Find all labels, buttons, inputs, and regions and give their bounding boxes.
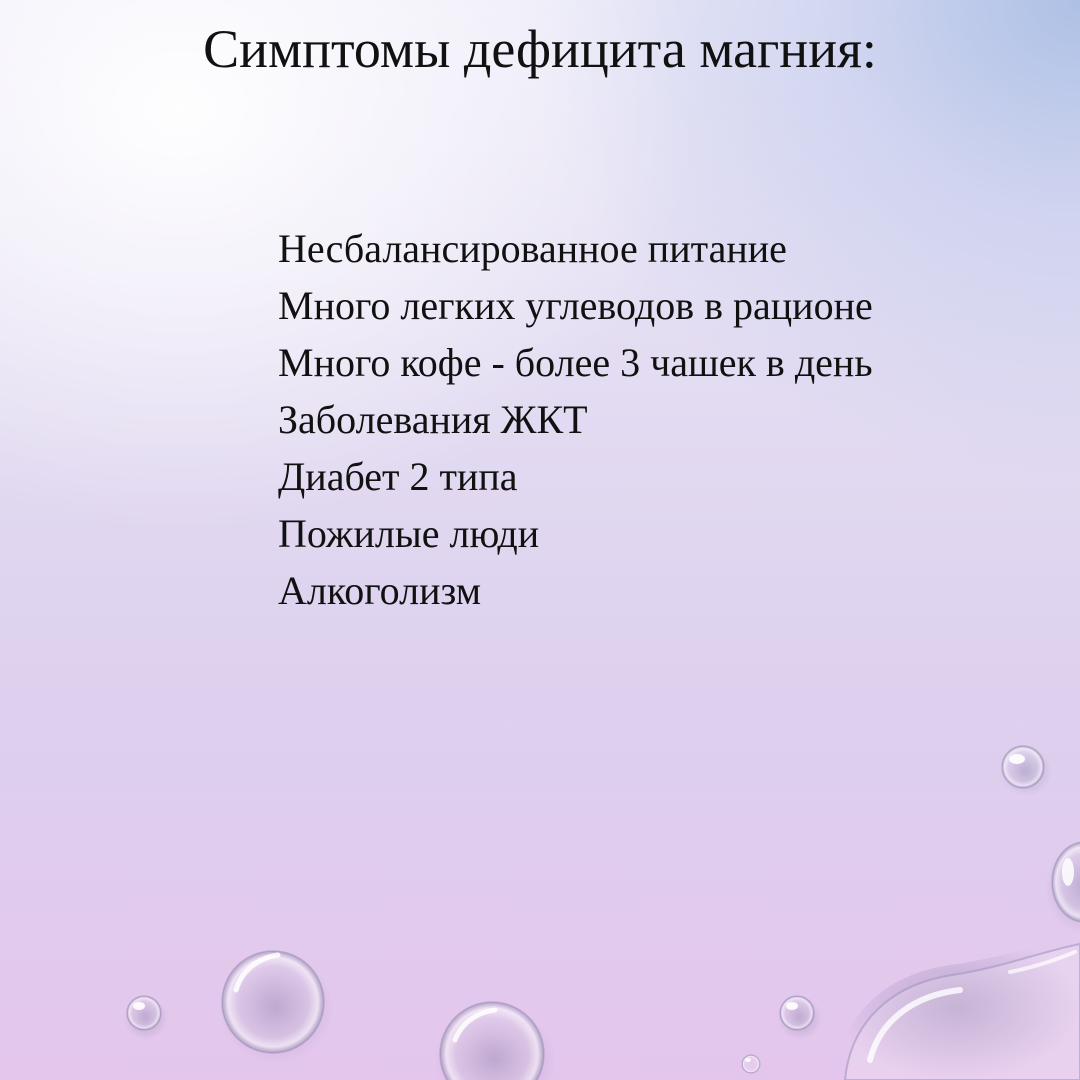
list-item: Много легких углеводов в рационе <box>278 283 873 328</box>
list-item: Заболевания ЖКТ <box>278 397 588 442</box>
list-item: Несбалансированное питание <box>278 226 787 271</box>
water-drop <box>433 1002 557 1080</box>
slide-title: Симптомы дефицита магния: <box>203 19 877 79</box>
water-drop <box>778 996 822 1040</box>
list-item: Диабет 2 типа <box>278 454 518 499</box>
water-drop <box>742 1055 760 1073</box>
cause-list <box>278 220 873 619</box>
water-drop <box>218 951 334 1064</box>
water-drop <box>835 935 1080 1080</box>
water-drop <box>1045 842 1080 934</box>
water-drop <box>124 996 168 1040</box>
list-item: Алкоголизм <box>278 568 482 613</box>
list-item: Пожилые люди <box>278 511 540 556</box>
list-item: Много кофе - более 3 чашек в день <box>278 340 873 385</box>
water-drop <box>1000 746 1052 796</box>
